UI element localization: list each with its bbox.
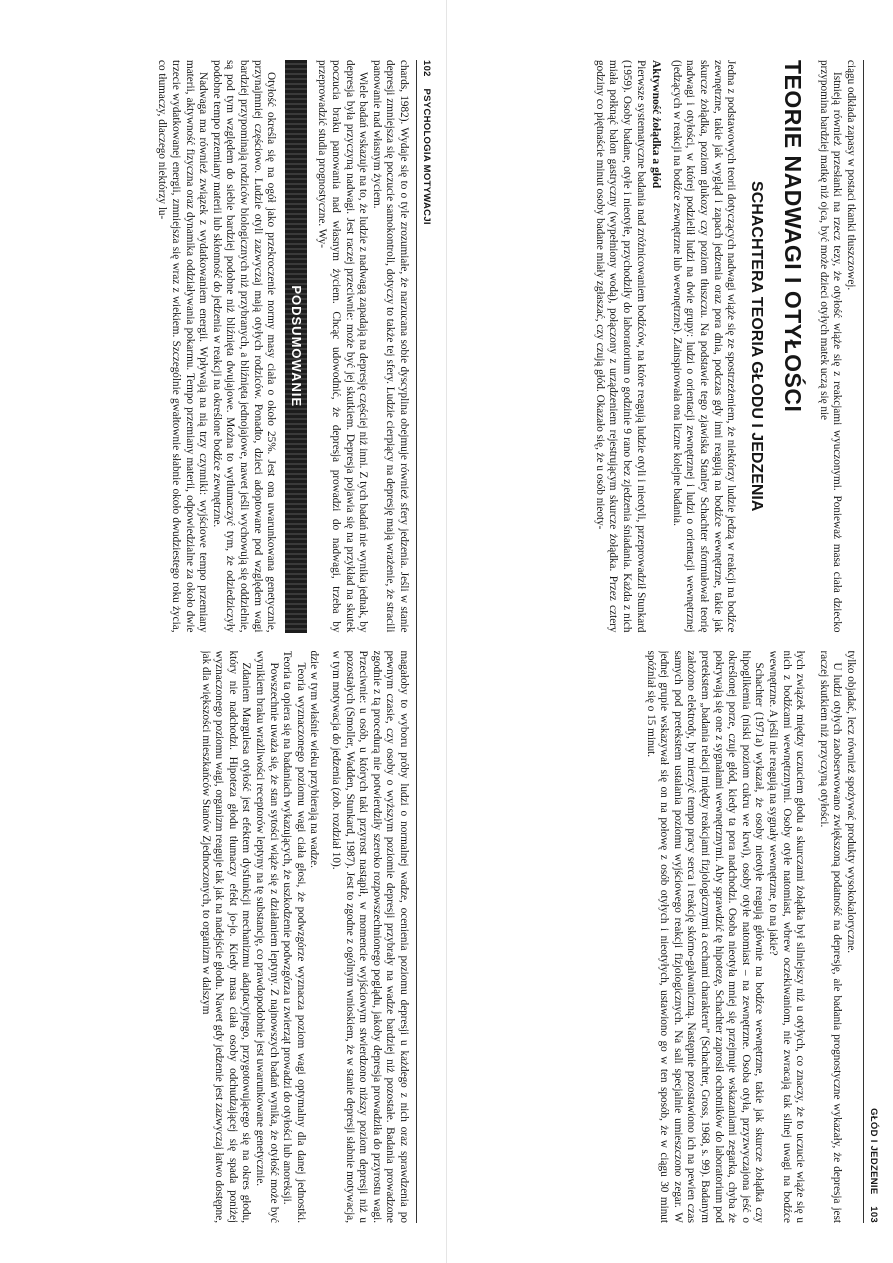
paragraph: Pierwsze systematyczne badania nad zróżnicowaniem bodźców, na które reagują ludzie otyli i nieotyli, przeprowadził Stunkard (1959). Osoby badane, otyłe i nieotyłe, przychodziły do laboratorium o godzinie 9 rano bez zjedzenia śniadania. Każda z nich miała połknąć balon gastryczny (wypełniony wodą), połączony z urządzeniem rejestrującym skurcze żołądka. Przez cztery godziny co piętnaście minut osoby badane miały zgłaszać, czy czują głód. Okazało się, że u osób nieoty- <box>593 60 647 633</box>
paragraph: Jedna z podstawowych teorii dotyczących nadwagi wiąże się ze spostrzeżeniem, że niektórzy ludzie jedzą w reakcji na bodźce zewnętrzne, takie jak wygląd i zapach jedzenia oraz pora dnia, podczas gdy inni reagują na bodźce wewnętrzne, takie jak skurcze żołądka, poziom glukozy czy poziom tłuszczu. Na podstawie tego zjawiska Stanley Schachter sformułował teorię nadwagi i otyłości, w której podzielił ludzi na dwie grupy: ludzi o orientacji zewnętrznej i ludzi o orientacji wewnętrznej (jedzących w reakcji na bodźce zewnętrzne lub wewnętrzne). Zainspirowała ona liczne kolejne badania. <box>670 60 738 633</box>
left-column-2 <box>8 651 410 1224</box>
right-column-1 <box>455 60 857 633</box>
paragraph: U ludzi otyłych zaobserwowano zwiększoną podatność na depresję, ale badania prognostyczne wykazały, że depresja jest raczej skutkiem niż przyczyną otyłości. <box>817 650 844 1223</box>
right-header-title: GŁÓD I JEDZENIE <box>868 1108 879 1195</box>
paragraph: ciągu odkłada zapasy w postaci tkanki tłuszczowej. <box>845 60 857 291</box>
paragraph: chards, 1982). Wydaje się to o tyle zrozumiałe, że narzucana sobie dyscyplina obejmuje również sfery jedzenia. Jeśli w stanie depresji zmniejsza się poczucie samokontroli, dotyczy to także tej sfery. Ludzie cierpiący na depresję mają wrażenie, że stracili panowanie nad własnym życiem. <box>370 60 410 633</box>
right-page-number: 103 <box>868 1206 879 1223</box>
paragraph: Schachter (1971a) wykazał, że osoby nieotyłe reagują głównie na bodźce wewnętrzne, takie jak skurcze żołądka czy hipoglikemia (niski poziom cukru we krwi), osoby otyłe natomiast – na zewnętrzne. Osoba otyła, przyzwyczajona jeść o określonej porze, czuje głód, kiedy ta pora nadchodzi. Osoba nieotyła mniej się przejmuje wskazaniami zegarka, chyba że pokrywają się one z sygnałami wewnętrznymi. Aby sprawdzić tę hipotezę, Schachter zaprosił ochotników do laboratorium pod pretekstem „badania relacji między reakcjami fizjologicznymi a cechami charakteru” (Schachter, Gross, 1968, s. 99). Badanym założono elektrody, by mierzyć tempo pracy serca i reakcję skórno-galwaniczną. Następnie pozostawiono ich na pewien czas samych pod pretekstem ustalania poziomu wyjściowego reakcji fizjologicznych. Na sali specjalnie umieszczono zegar. W jednej grupie wskazywał się on na połowę z osób otyłych i nieotyłych, ustawiono go w ten sposób, że w ciągu 30 minut spóźniał się o 15 minut. <box>644 650 766 1223</box>
paragraph: Zdaniem Margulesa otyłość jest efektem dysfunkcji mechanizmu adaptacyjnego, przygotowującego się na okres głodu, który nie nadchodzi. Hipoteza głodu tłumaczy efekt jo-jo. Kiedy masa ciała osoby odchudzającej się spada poniżej wyznaczonego poziomu wagi, organizm reaguje tak jak na nadejście głodu. Nawet gdy jedzenie jest zazwyczaj łatwo dostępne, jak dla większości mieszkańców Stanów Zjednoczonych, to organizm w dalszym <box>199 650 253 1223</box>
summary-banner: PODSUMOWANIE <box>285 60 307 633</box>
right-column-2 <box>455 651 857 1224</box>
paragraph: łych związek między uczuciem głodu a skurczami żołądka był silniejszy niż u otyłych, co znaczy, że to uczucie wiąże się u nich z bodźcami wewnętrznymi. Osoby otyłe natomiast, wbrew oczekiwaniom, nie zwracają tak silnej uwagi na bodźce wewnętrzne. A jeśli nie reagują na sygnały wewnętrzne, to na jakie? <box>767 650 807 1223</box>
left-running-head <box>421 60 432 225</box>
right-running-head <box>868 1108 879 1223</box>
paragraph: magałoby to wyboru próby ludzi o normalnej wadze, ocenienia poziomu depresji u każdego z nich oraz sprawdzenia po pewnym czasie, czy osoby o wyższym poziomie depresji przybrały na wadze bardziej niż pozostałe. Badania prowadzone zgodnie z tą procedurą nie potwierdziły szeroko rozpowszechnionego poglądu, jakoby depresja prowadziła do przyrostu wagi. Przeciwnie: u osób, u których taki przyrost nastąpił, w momencie wyjściowym stwierdzono niższy poziom depresji niż u pozostałych (Smoller, Wadden, Stunkard, 1987). Jest to zgodne z ogólnym wnioskiem, że w stanie depresji słabnie motywacja, w tym motywacja do jedzenia (zob. rozdział 10). <box>330 650 410 1223</box>
left-column-1 <box>8 60 410 633</box>
paragraph: Wiele badań wskazuje na to, że ludzie z nadwagą zapadają na depresję częściej niż inni. Z tych badań nie wynika jednak, by depresja była przyczyną nadwagi. Jest raczej przeciwnie: może być jej skutkiem. Depresja pojawia się na przykład na skutek poczucia braku panowania nad własnym życiem. Chcąc udowodnić, że depresja prowadzi do nadwagi, trzeba by przeprowadzić studia prognostyczne. Wy- <box>316 60 370 633</box>
paragraph: Powszechnie uważa się, że stan sytości wiąże się z działaniem leptyny. Z najnowszych badań wynika, że otyłość może być wynikiem braku wrażliwości receptorów leptyny na tę substancję, co prawdopodobnie jest uwarunkowane genetycznie. <box>254 650 280 1223</box>
paragraph: dzie w tym właśnie wieku przybierają na wadze. <box>308 650 321 868</box>
paragraph: Istnieją również przesłanki na rzecz tezy, że otyłość wiąże się z reakcjami wyuczonymi. Ponieważ masa ciała dziecko przypomina bardziej matkę niż ojca, być może dzieci otyłych matek uczą się nie <box>817 60 844 633</box>
subheading: Aktywność żołądka a głód <box>650 60 663 189</box>
left-header-title: PSYCHOLOGIA MOTYWACJI <box>421 88 432 225</box>
paragraph: Teoria wyznaczonego poziomu wagi ciała głosi, że podwzgórze wyznacza poziom wagi optymalny dla danej jednostki. Teoria ta opiera się na badaniach wykazujących, że uszkodzenie podwzgórza u zwierząt prowadzi do otyłości lub anoreksji. <box>281 650 307 1223</box>
right-page <box>447 0 893 1263</box>
paragraph: Otyłość określa się na ogół jako przekroczenie normy masy ciała o około 25%. Jest ona uwarunkowana genetycznie, przynajmniej częściowo. Ludzie otyli zazwyczaj mają otyłych rodziców. Ponadto, dzieci adoptowane pod względem wagi bardziej przypominają rodziców biologicznych niż przybranych, a bliźnięta jednojajowe, nawet jeśli wychowują się oddzielnie, są pod tym względem do siebie bardziej podobne niż bliźnięta dwujajowe. Można to wytłumaczyć tym, że odziedziczyły podobne tempo przemiany materii lub skłonność do jedzenia w reakcji na określone bodźce zewnętrzne. <box>210 60 278 633</box>
left-page <box>0 0 446 1263</box>
paragraph: Nadwaga ma również związek z wydatkowaniem energii. Wpływają na nią trzy czynniki: wyjściowe tempo przemiany materii, aktywność fizyczna oraz dynamika oddziaływania pokarmu. Tempo przemiany materii, odpowiedzialne za około dwie trzecie wydatkowanej energii, zmniejsza się wraz z wiekiem. Szczególnie gwałtownie słabnie około dwudziestego roku życia, co tłumaczy, dlaczego niektórzy lu- <box>156 60 210 633</box>
section-title: SCHACHTERA TEORIA GŁODU I JEDZENIA <box>748 181 766 512</box>
left-header-rule <box>416 60 417 1223</box>
right-header-rule <box>863 60 864 1223</box>
chapter-title: TEORIE NADWAGI I OTYŁOŚCI <box>780 60 807 413</box>
paragraph: tylko objadać, lecz również spożywać produkty wysokokaloryczne. <box>845 650 857 954</box>
left-page-number: 102 <box>421 60 432 77</box>
